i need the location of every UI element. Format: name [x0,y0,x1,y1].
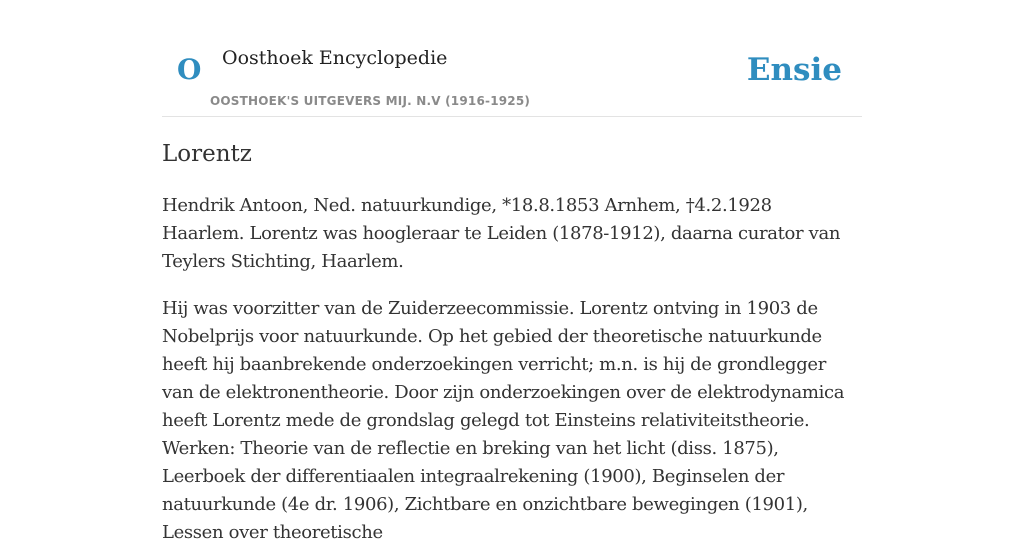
site-name-link[interactable]: Oosthoek Encyclopedie [222,47,448,69]
article-title: Lorentz [162,141,252,167]
article-paragraph-2: Hij was voorzitter van de Zuiderzeecommissie. Lorentz ontving in 1903 de Nobelprijs voor natuurkunde. Op het gebied der theoretische natuurkunde heeft hij baanbrekende onderzoekingen verricht; m.n. is hij de grondlegger van de elektronentheorie. Door zijn onderzoekingen over de elektrodynamica heeft Lorentz mede de grondslag gelegd tot Einsteins relativiteitstheorie. Werken: Theorie van de reflectie en breking van het licht (diss. 1875), Leerboek der differentiaalen integraalrekening (1900), Beginselen der natuurkunde (4e dr. 1906), Zichtbare en onzichtbare bewegingen (1901), Lessen over theoretische [162,298,845,543]
site-logo[interactable]: O [177,53,202,86]
ensie-brand-link[interactable]: Ensie [746,52,842,88]
site-header [162,0,862,117]
publisher-label: OOSTHOEK'S UITGEVERS MIJ. N.V (1916-1925) [210,94,531,108]
article-paragraph-1: Hendrik Antoon, Ned. natuurkundige, *18.8.1853 Arnhem, †4.2.1928 Haarlem. Lorentz was hoogleraar te Leiden (1878-1912), daarna curator van Teylers Stichting, Haarlem. [162,195,841,272]
article [162,138,852,547]
